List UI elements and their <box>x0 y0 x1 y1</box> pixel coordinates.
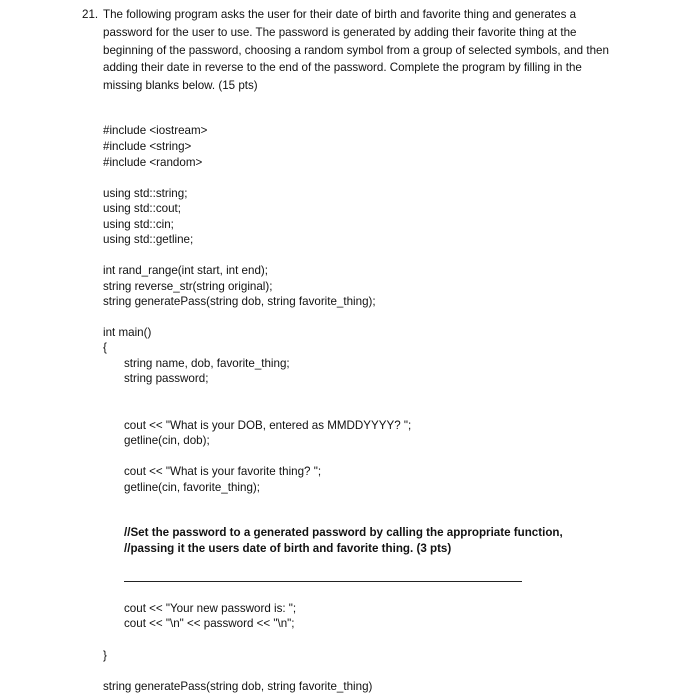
main-open-brace: { <box>103 341 107 354</box>
output-line: cout << "Your new password is: "; <box>124 602 297 615</box>
using-line: using std::cin; <box>103 218 174 231</box>
question-block <box>82 6 623 95</box>
function-signature: string generatePass(string dob, string favorite_thing) <box>103 680 373 693</box>
declaration-line: string name, dob, favorite_thing; <box>124 357 290 370</box>
instruction-comment: //passing it the users date of birth and favorite thing. (3 pts) <box>124 542 452 555</box>
question-text: The following program asks the user for their date of birth and favorite thing and generates a password for the user to use. The password is generated by adding their favorite thing at the beginning of the password, choosing a random symbol from a group of selected symbols, and then adding their date in reverse to the end of the password. Complete the program by filling in the missing blanks below. (15 pts) <box>103 8 609 93</box>
using-line: using std::getline; <box>103 233 194 246</box>
output-line: cout << "\n" << password << "\n"; <box>124 617 295 630</box>
prototype-line: string reverse_str(string original); <box>103 280 273 293</box>
include-line: #include <string> <box>103 140 192 153</box>
main-signature: int main() <box>103 326 152 339</box>
prompt-dob-line: cout << "What is your DOB, entered as MMDDYYYY? "; <box>124 419 412 432</box>
declaration-line: string password; <box>124 372 209 385</box>
using-line: using std::cout; <box>103 202 181 215</box>
answer-blank-line[interactable] <box>124 581 522 582</box>
read-favorite-line: getline(cin, favorite_thing); <box>124 481 260 494</box>
prompt-favorite-line: cout << "What is your favorite thing? "; <box>124 465 322 478</box>
include-line: #include <iostream> <box>103 124 208 137</box>
using-line: using std::string; <box>103 187 188 200</box>
include-line: #include <random> <box>103 156 203 169</box>
prototype-line: string generatePass(string dob, string favorite_thing); <box>103 295 376 308</box>
main-close-brace: } <box>103 649 107 662</box>
question-number: 21. <box>82 8 99 21</box>
read-dob-line: getline(cin, dob); <box>124 434 210 447</box>
prototype-line: int rand_range(int start, int end); <box>103 264 268 277</box>
instruction-comment: //Set the password to a generated password by calling the appropriate function, <box>124 526 563 539</box>
